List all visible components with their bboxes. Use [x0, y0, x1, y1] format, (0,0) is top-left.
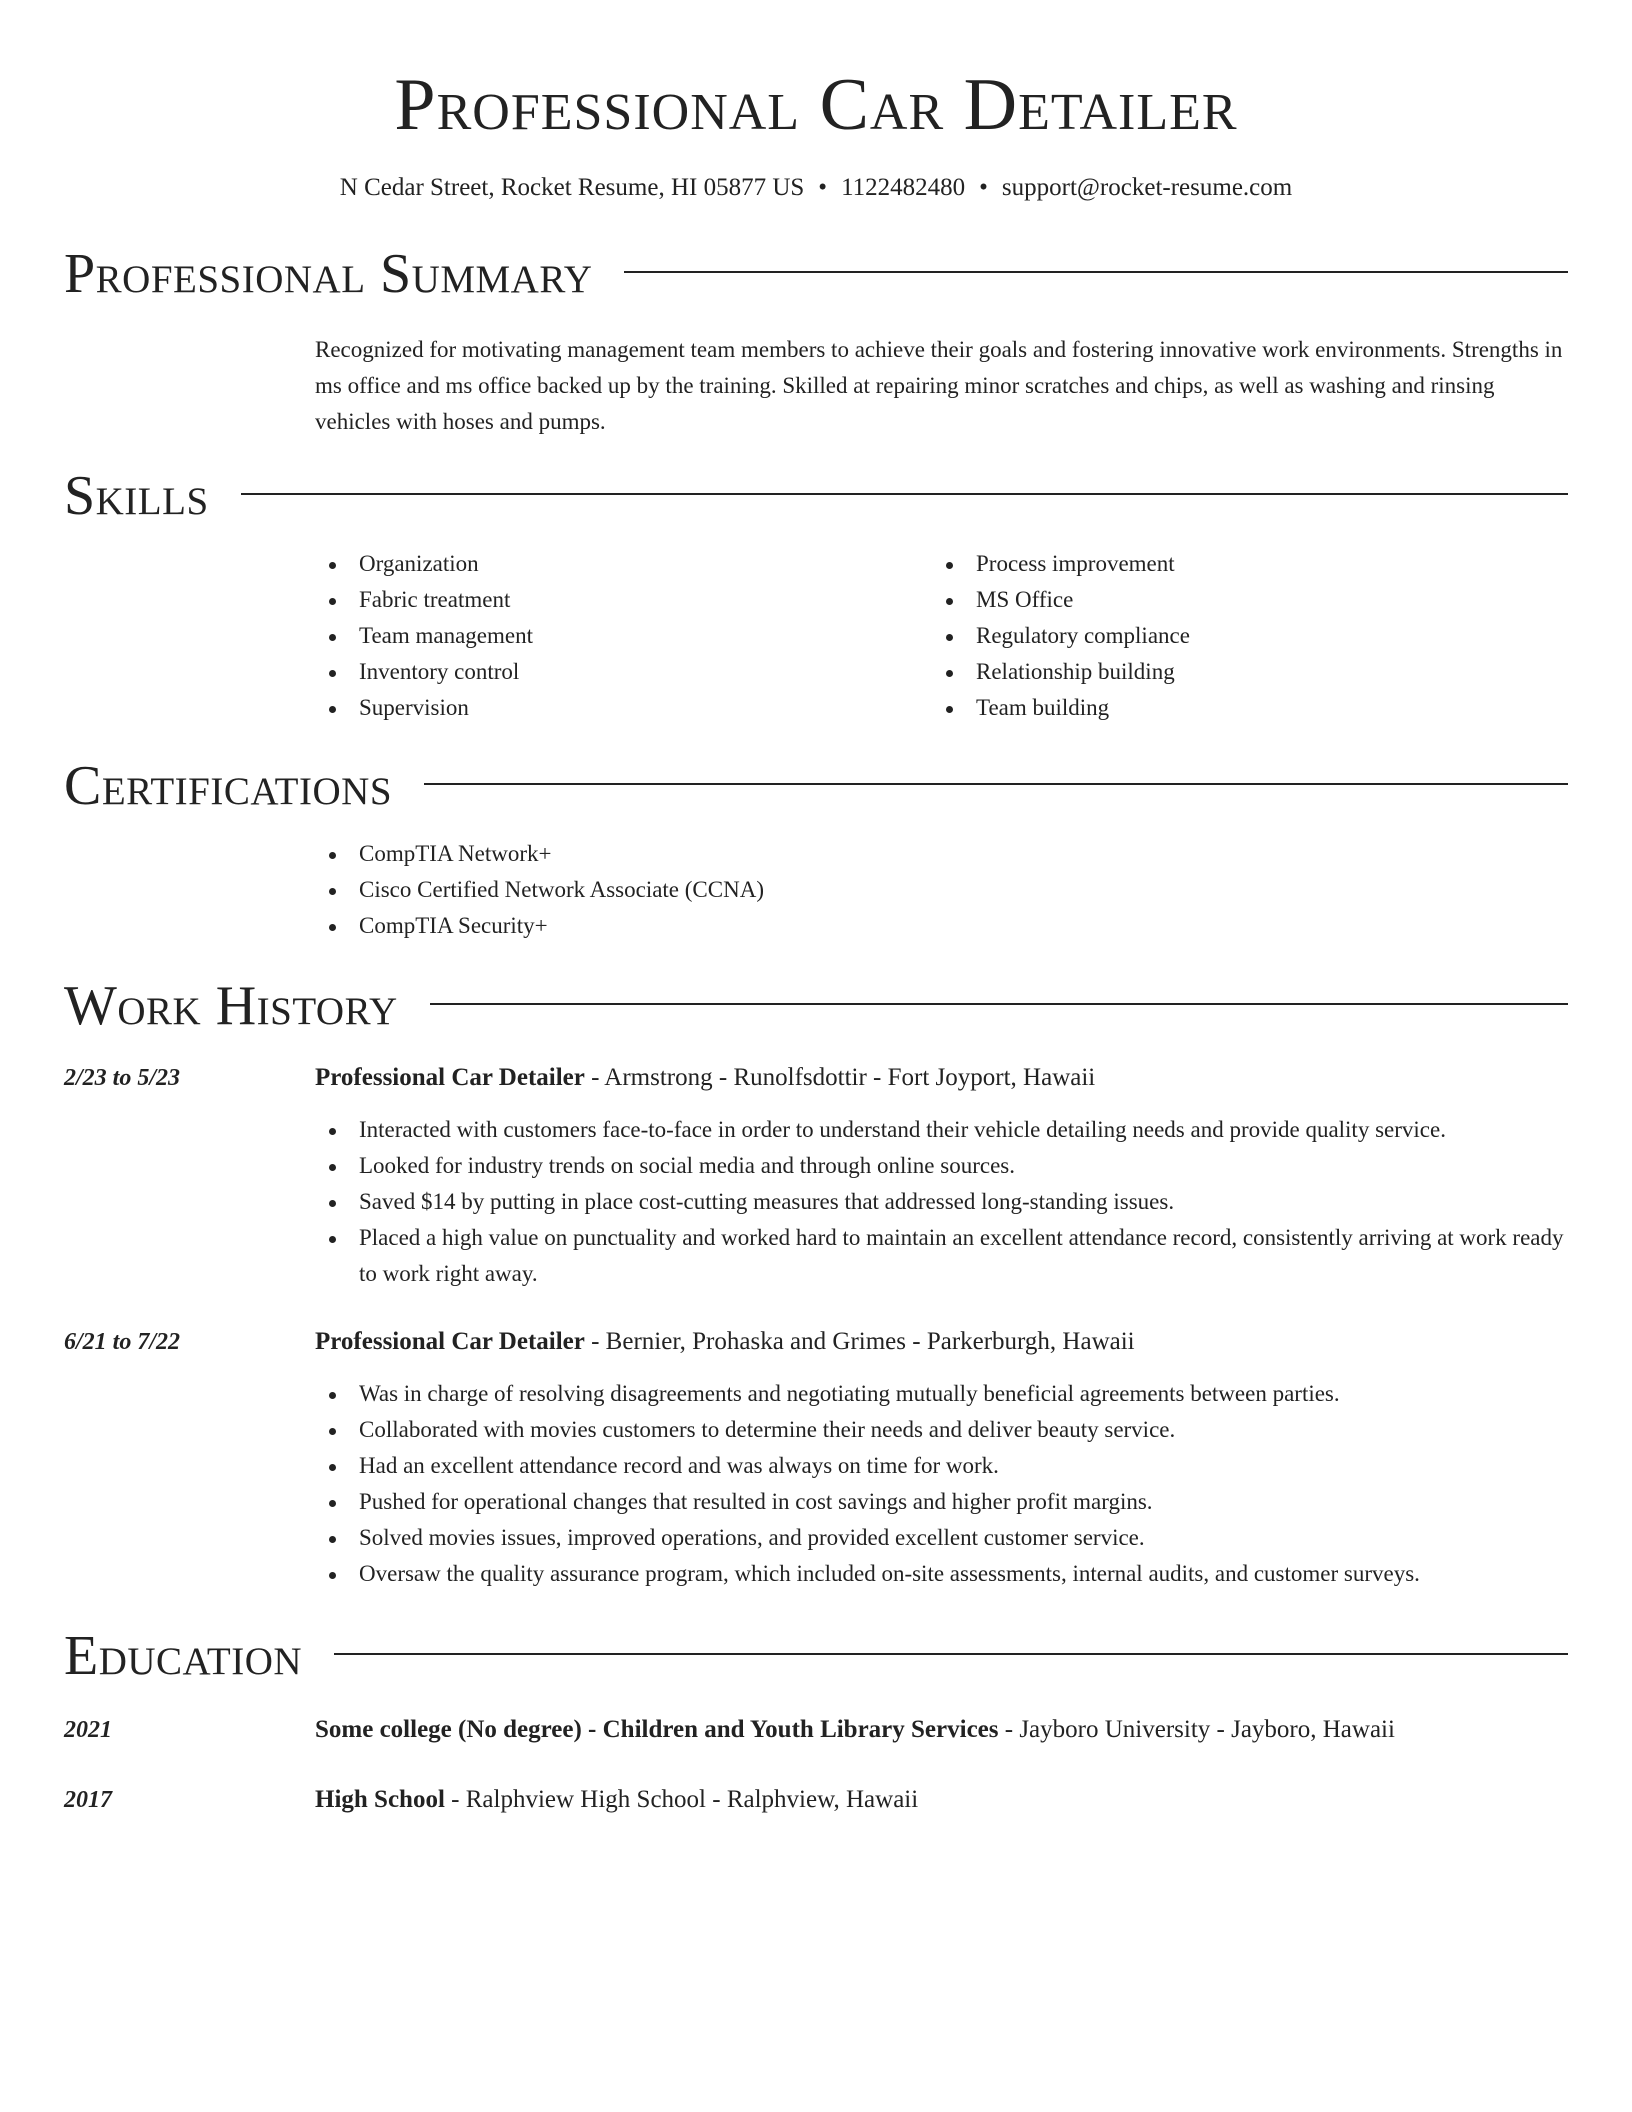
- skills-column-right: [932, 546, 1549, 726]
- section-title-skills: Skills: [64, 465, 209, 527]
- skill-item: Relationship building: [932, 654, 1549, 690]
- skill-item: Team management: [315, 618, 932, 654]
- job-bullet: Was in charge of resolving disagreements and negotiating mutually beneficial agreements between parties.: [315, 1376, 1568, 1412]
- job-dates: 6/21 to 7/22: [64, 1329, 181, 1355]
- education-year: 2021: [64, 1717, 112, 1743]
- education-entry: [64, 1712, 1568, 1748]
- skills-column-left: [315, 546, 932, 726]
- skill-item: Supervision: [315, 690, 932, 726]
- education-degree: Some college (No degree) - Children and Youth Library Services: [315, 1716, 999, 1743]
- section-header-education: [64, 1626, 1568, 1686]
- education-heading: [315, 1782, 1568, 1818]
- resume-page: [64, 0, 1568, 1818]
- skill-item: Fabric treatment: [315, 582, 932, 618]
- section-divider: [430, 1003, 1568, 1005]
- section-header-skills: [64, 466, 1568, 526]
- skill-item: Team building: [932, 690, 1549, 726]
- section-title-certifications: Certifications: [64, 755, 393, 817]
- job-dates: 2/23 to 5/23: [64, 1065, 181, 1091]
- skill-item: Regulatory compliance: [932, 618, 1549, 654]
- certification-item: CompTIA Security+: [315, 908, 1568, 944]
- job-heading: [315, 1324, 1568, 1360]
- job-body: [315, 1060, 1568, 1292]
- resume-name: Professional Car Detailer: [394, 64, 1238, 146]
- education-body: [315, 1712, 1568, 1748]
- section-divider: [624, 271, 1568, 273]
- skill-item: Process improvement: [932, 546, 1549, 582]
- certifications-content: [315, 836, 1568, 944]
- section-header-certifications: [64, 756, 1568, 816]
- education-heading: [315, 1712, 1568, 1748]
- summary-text: Recognized for motivating management team members to achieve their goals and fostering innovative work environments. Strengths in ms office and ms office backed up by the training. Skilled at repairing minor scratches and chips, as well as washing and rinsing vehicles with hoses and pumps.: [315, 337, 1563, 434]
- job-bullet: Solved movies issues, improved operations, and provided excellent customer service.: [315, 1520, 1568, 1556]
- job-title: Professional Car Detailer: [315, 1328, 585, 1355]
- education-degree: High School: [315, 1786, 445, 1813]
- job-bullet: Saved $14 by putting in place cost-cutting measures that addressed long-standing issues.: [315, 1184, 1568, 1220]
- certifications-list: [315, 836, 1568, 944]
- certification-item: CompTIA Network+: [315, 836, 1568, 872]
- contact-line: [64, 172, 1568, 204]
- job-body: [315, 1324, 1568, 1592]
- job-bullets: [315, 1112, 1568, 1292]
- job-entry: [64, 1324, 1568, 1592]
- contact-email: support@rocket-resume.com: [1001, 174, 1293, 201]
- education-year: 2017: [64, 1787, 112, 1813]
- job-bullet: Oversaw the quality assurance program, which included on-site assessments, internal audits, and customer surveys.: [315, 1556, 1568, 1592]
- job-bullets: [315, 1376, 1568, 1592]
- job-heading: [315, 1060, 1568, 1096]
- contact-separator: •: [979, 174, 988, 201]
- job-employer: - Bernier, Prohaska and Grimes - Parkerburgh, Hawaii: [584, 1328, 1135, 1355]
- section-title-education: Education: [64, 1625, 303, 1687]
- job-employer: - Armstrong - Runolfsdottir - Fort Joyport, Hawaii: [584, 1064, 1096, 1091]
- education-school: - Ralphview High School - Ralphview, Hawaii: [444, 1786, 919, 1813]
- contact-address: N Cedar Street, Rocket Resume, HI 05877 US: [339, 174, 805, 201]
- contact-phone: 1122482480: [841, 174, 966, 201]
- skills-list: [315, 546, 1568, 726]
- section-title-summary: Professional Summary: [64, 243, 593, 305]
- education-body: [315, 1782, 1568, 1818]
- section-header-work: [64, 976, 1568, 1036]
- section-divider: [241, 493, 1568, 495]
- job-bullet: Interacted with customers face-to-face in order to understand their vehicle detailing needs and provide quality service.: [315, 1112, 1568, 1148]
- skill-item: Organization: [315, 546, 932, 582]
- job-title: Professional Car Detailer: [315, 1064, 585, 1091]
- education-school: - Jayboro University - Jayboro, Hawaii: [998, 1716, 1395, 1743]
- skill-item: Inventory control: [315, 654, 932, 690]
- job-bullet: Collaborated with movies customers to determine their needs and deliver beauty service.: [315, 1412, 1568, 1448]
- section-divider: [424, 783, 1568, 785]
- job-bullet: Placed a high value on punctuality and worked hard to maintain an excellent attendance record, consistently arriving at work ready to work right away.: [315, 1220, 1568, 1292]
- job-entry: [64, 1060, 1568, 1292]
- summary-content: [315, 332, 1568, 440]
- job-bullet: Pushed for operational changes that resulted in cost savings and higher profit margins.: [315, 1484, 1568, 1520]
- contact-separator: •: [818, 174, 828, 201]
- skill-item: MS Office: [932, 582, 1549, 618]
- section-header-summary: [64, 244, 1568, 304]
- section-divider: [334, 1653, 1568, 1655]
- certification-item: Cisco Certified Network Associate (CCNA): [315, 872, 1568, 908]
- section-title-work: Work History: [64, 975, 398, 1037]
- education-entry: [64, 1782, 1568, 1818]
- job-bullet: Had an excellent attendance record and was always on time for work.: [315, 1448, 1568, 1484]
- job-bullet: Looked for industry trends on social media and through online sources.: [315, 1148, 1568, 1184]
